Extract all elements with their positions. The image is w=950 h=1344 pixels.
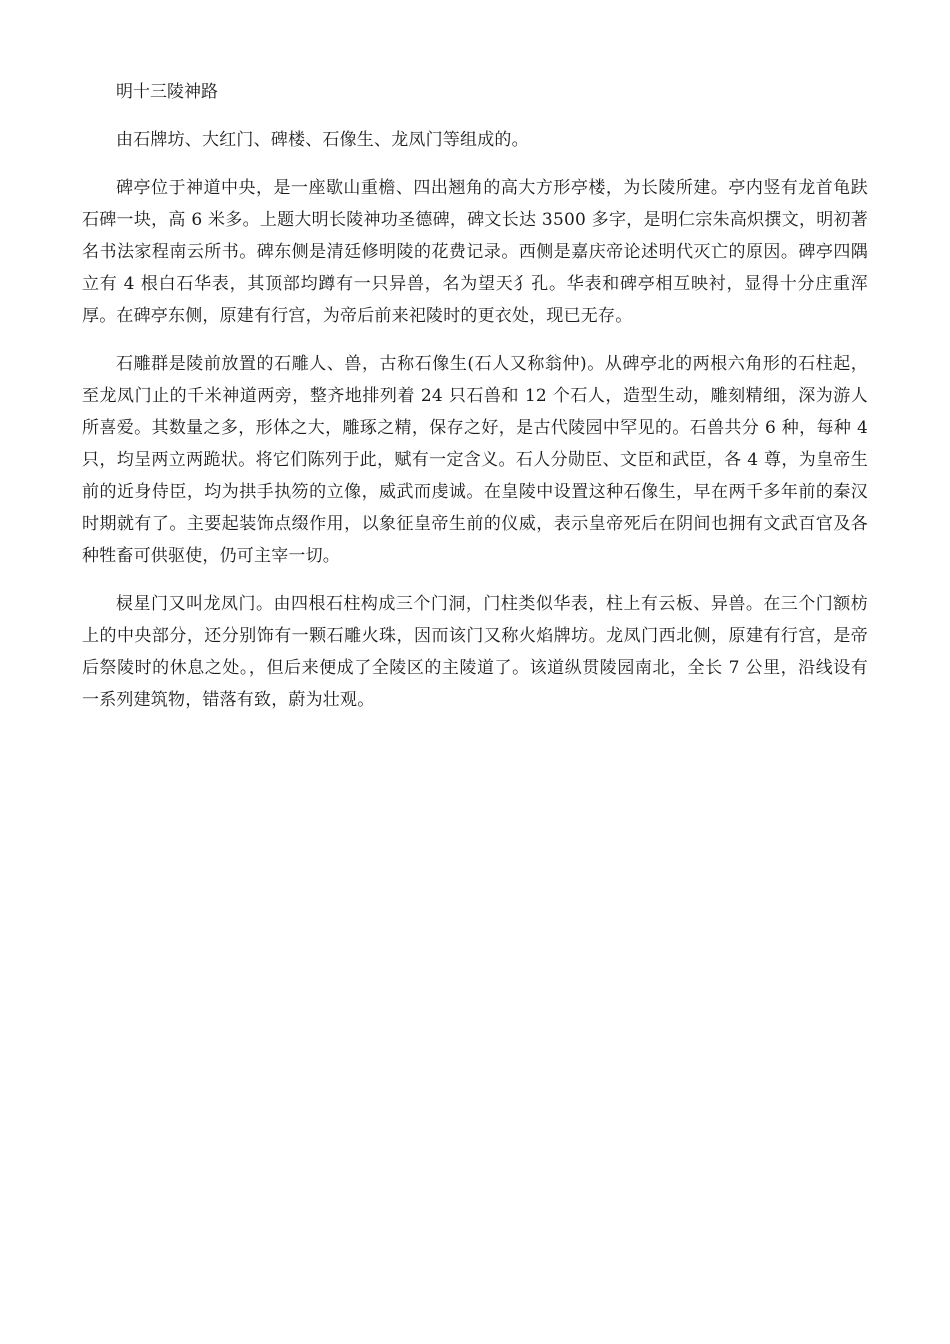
paragraph-stone-statues: 石雕群是陵前放置的石雕人、兽，古称石像生(石人又称翁仲)。从碑亭北的两根六角形的石柱起，至龙凤门止的千米神道两旁，整齐地排列着 24 只石兽和 12 个石人，造型生动，雕刻精细，深为游人所喜爱。其数量之多，形体之大，雕琢之精，保存之好，是古代陵园中罕见的。石兽共分 6 种，每种 4 只，均呈两立两跪状。将它们陈列于此，赋有一定含义。石人分勋臣、文臣和武臣，各 4 尊，为皇帝生前的近身侍臣，均为拱手执笏的立像，威武而虔诚。在皇陵中设置这种石像生，早在两千多年前的秦汉时期就有了。主要起装饰点缀作用，以象征皇帝生前的仪威，表示皇帝死后在阴间也拥有文武百官及各种牲畜可供驱使，仍可主宰一切。 xyxy=(82,354,868,566)
document-title: 明十三陵神路 xyxy=(116,82,218,102)
paragraph-dragon-phoenix-gate: 棂星门又叫龙凤门。由四根石柱构成三个门洞，门柱类似华表，柱上有云板、异兽。在三个门额枋上的中央部分，还分别饰有一颗石雕火珠，因而该门又称火焰牌坊。龙凤门西北侧，原建有行宫，是帝后祭陵时的休息之处。，但后来便成了全陵区的主陵道了。该道纵贯陵园南北，全长 7 公里，沿线设有一系列建筑物，错落有致，蔚为壮观。 xyxy=(82,594,868,710)
paragraph-stele-pavilion: 碑亭位于神道中央，是一座歇山重檐、四出翘角的高大方形亭楼，为长陵所建。亭内竖有龙首龟趺石碑一块，高 6 米多。上题大明长陵神功圣德碑，碑文长达 3500 多字，是明仁宗朱高炽撰文，明初著名书法家程南云所书。碑东侧是清廷修明陵的花费记录。西侧是嘉庆帝论述明代灭亡的原因。碑亭四隅立有 4 根白石华表，其顶部均蹲有一只异兽，名为望天犭孔。华表和碑亭相互映衬，显得十分庄重浑厚。在碑亭东侧，原建有行宫，为帝后前来祀陵时的更衣处，现已无存。 xyxy=(82,178,868,326)
paragraph-composition: 由石牌坊、大红门、碑楼、石像生、龙凤门等组成的。 xyxy=(116,130,529,150)
document-body xyxy=(82,76,868,716)
